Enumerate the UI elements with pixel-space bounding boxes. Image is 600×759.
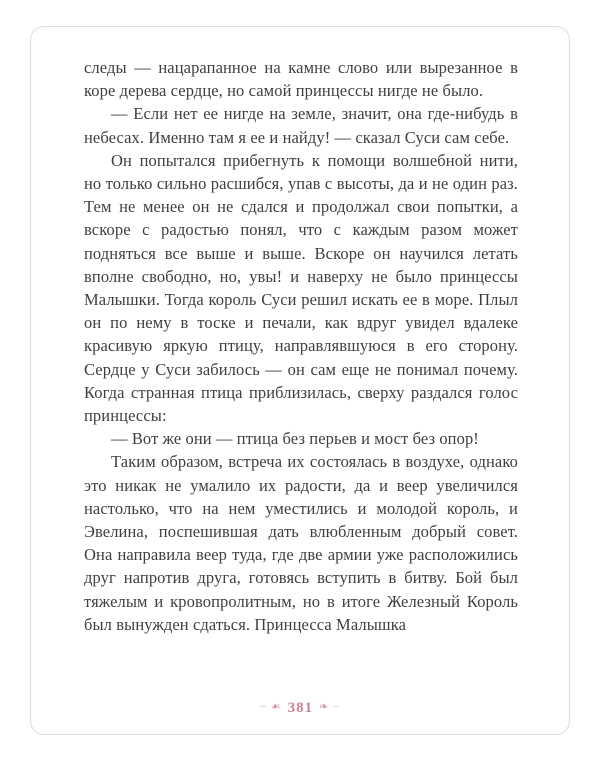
paragraph: Он попытался прибегнуть к помощи волшебной нити, но только сильно расшибся, упав с высоты, да и не один раз. Тем не менее он не сдался и продолжал свои попытки, а вскоре с радостью понял, что с каждым разом может подняться все выше и выше. Вскоре он научился летать вполне свободно, но, увы! и наверху не было принцессы Малышки. Тогда король Суси решил искать ее в море. Плыл он по нему в тоске и печали, как вдруг увидел вдалеке красивую яркую птицу, направлявшуюся в его сторону. Сердце у Суси забилось — он сам еще не понимал почему. Когда странная птица приблизилась, сверху раздался голос принцессы: — [84, 150, 518, 426]
page-footer — [0, 700, 600, 717]
text-content — [84, 56, 518, 636]
paragraph: — Если нет ее нигде на земле, значит, она где-нибудь в небесах. Именно там я ее и найду! — сказал Суси сам себе. — [84, 104, 518, 147]
footer-dash-left: – — [260, 700, 267, 712]
paragraph: — Вот же они — птица без перьев и мост без опор! — [111, 429, 479, 449]
footer-dash-right: – — [333, 700, 340, 712]
paragraph: Таким образом, встреча их состоялась в воздухе, однако это никак не умалило их радости, да и веер увеличился настолько, что на нем уместились и молодой король, и Эвелина, поспешившая дать влюбленным добрый совет. Она направила веер туда, где две армии уже расположились друг напротив друга, готовясь вступить в битву. Бой был тяжелым и кровопролитным, но в итоге Железный Король был вынужден сдаться. Принцесса Малышка — [84, 452, 518, 634]
paragraph: следы — нацарапанное на камне слово или вырезанное в коре дерева сердце, но самой принцессы нигде не было. — [84, 58, 518, 101]
page-number: 381 — [287, 700, 314, 716]
footer-ornament-left-icon: ☙ — [270, 701, 282, 713]
footer-ornament-right-icon: ❧ — [319, 701, 330, 713]
